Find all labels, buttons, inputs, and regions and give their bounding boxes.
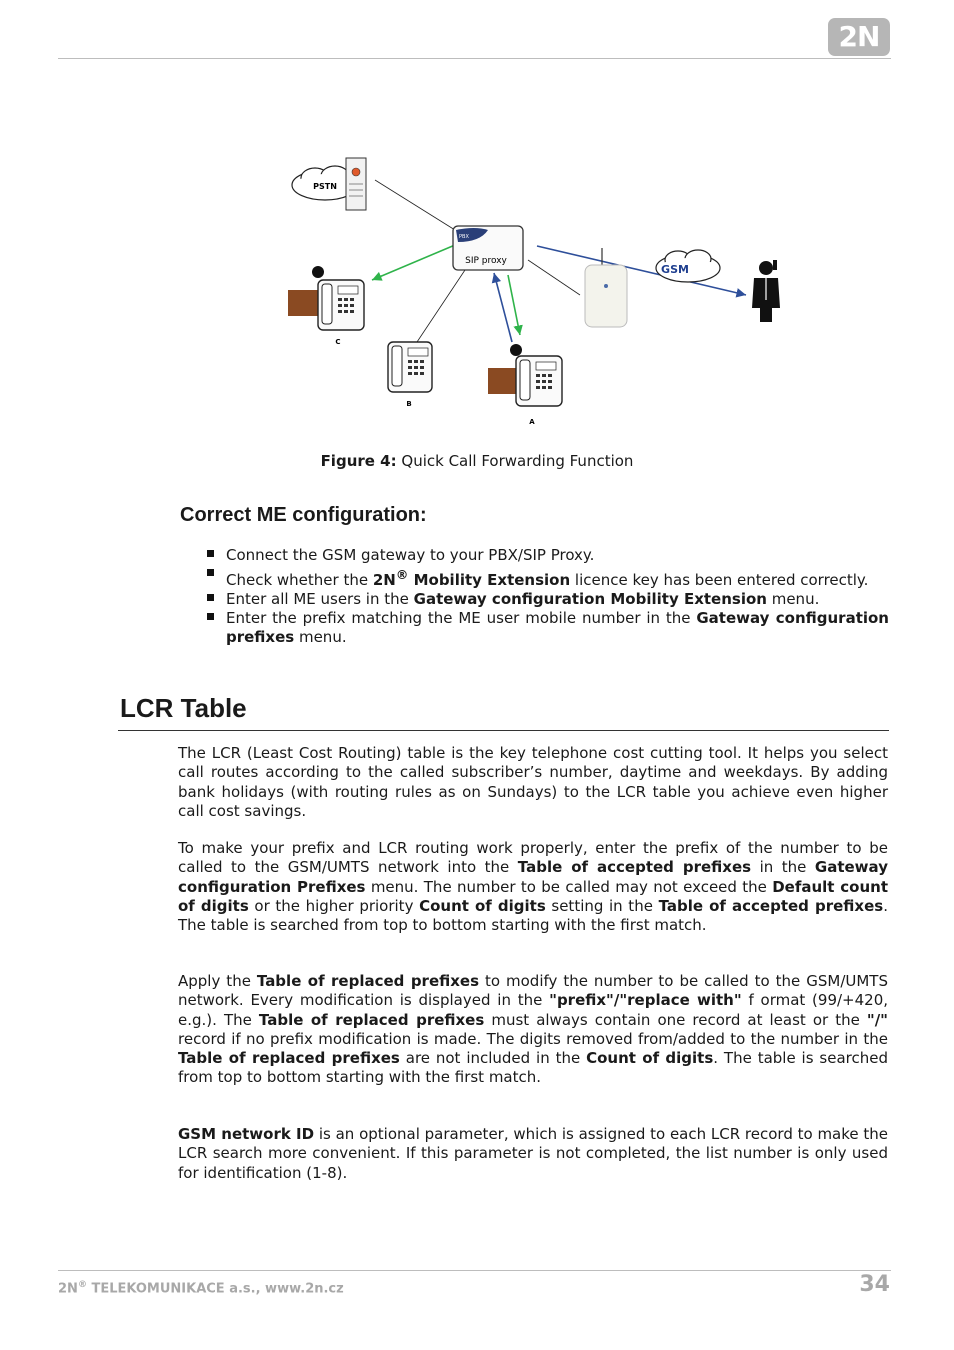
section-heading-me: Correct ME configuration:: [180, 504, 427, 526]
svg-text:PSTN: PSTN: [313, 182, 337, 191]
list-item: Enter all ME users in the Gateway configuration Mobility Extension menu.: [206, 590, 889, 609]
link-pbx-gateway: [528, 260, 580, 295]
link-pbx-b: [415, 270, 465, 345]
gsm-cloud: [656, 250, 720, 282]
header-rule: [58, 58, 891, 59]
me-config-list: [206, 546, 889, 647]
desk-phone-a: [488, 344, 562, 426]
list-item: Check whether the 2N® Mobility Extension licence key has been entered correctly.: [206, 565, 889, 590]
footer-rule: [58, 1270, 891, 1271]
pstn-exchange-icon: [346, 158, 366, 210]
section-heading-lcr: LCR Table: [120, 693, 247, 723]
arrow-pbx-to-a: [508, 275, 520, 335]
lcr-paragraph-4: GSM network ID is an optional parameter, which is assigned to each LCR record to make the LCR search more convenient. If this parameter is not completed, the list number is only used for identification (1-8).: [178, 1125, 889, 1182]
pbx-sip-proxy-box: [453, 226, 523, 270]
lcr-paragraph-3: Apply the Table of replaced prefixes to modify the number to be called to the GSM/UMTS network. Every modification is displayed in the "prefix"/"replace with" f ormat (99/+420, e.g.). The Table of replaced prefixes must always contain one record at least or the "/" record if no prefix modification is made. The digits removed from/added to the number in the Table of replaced prefixes are not included in the Count of digits. The table is searched from top to bottom starting with the first match.: [178, 972, 889, 1087]
svg-text:SIP proxy: SIP proxy: [465, 256, 507, 266]
link-pstn-pbx: [375, 180, 455, 230]
svg-text:PBX: PBX: [459, 234, 469, 240]
svg-text:C: C: [335, 338, 341, 346]
svg-text:GSM: GSM: [661, 263, 689, 276]
gsm-gateway-device: [585, 248, 627, 327]
lcr-paragraph-1: The LCR (Least Cost Routing) table is the key telephone cost cutting tool. It helps you select call routes according to the called subscriber’s number, daytime and weekdays. By adding bank holidays (with routing rules as on Sundays) to the LCR table you achieve even higher call cost savings.: [178, 744, 888, 820]
heading-rule: [118, 730, 889, 731]
page-number: 34: [859, 1272, 890, 1297]
footer-company: 2N® TELEKOMUNIKACE a.s., www.2n.cz: [58, 1280, 344, 1297]
svg-text:A: A: [529, 418, 535, 426]
list-item: Connect the GSM gateway to your PBX/SIP Proxy.: [206, 546, 889, 565]
figure-caption: Figure 4: Quick Call Forwarding Function: [320, 452, 634, 470]
2n-logo: 2N: [828, 18, 890, 56]
mobile-user-icon: [752, 260, 780, 322]
call-forwarding-diagram: [280, 150, 800, 435]
arrow-pbx-to-c: [372, 245, 455, 280]
desk-phone-c: [288, 266, 364, 346]
lcr-paragraph-2: To make your prefix and LCR routing work properly, enter the prefix of the number to be called to the GSM/UMTS network into the Table of accepted prefixes in the Gateway configuration Prefixes menu. The number to be called may not exceed the Default count of digits or the higher priority Count of digits setting in the Table of accepted prefixes. The table is searched from top to bottom starting with the first match.: [178, 839, 888, 935]
list-item: Enter the prefix matching the ME user mobile number in the Gateway configuration prefixes menu.: [206, 609, 889, 647]
desk-phone-b: [388, 342, 432, 408]
svg-text:B: B: [406, 400, 412, 408]
